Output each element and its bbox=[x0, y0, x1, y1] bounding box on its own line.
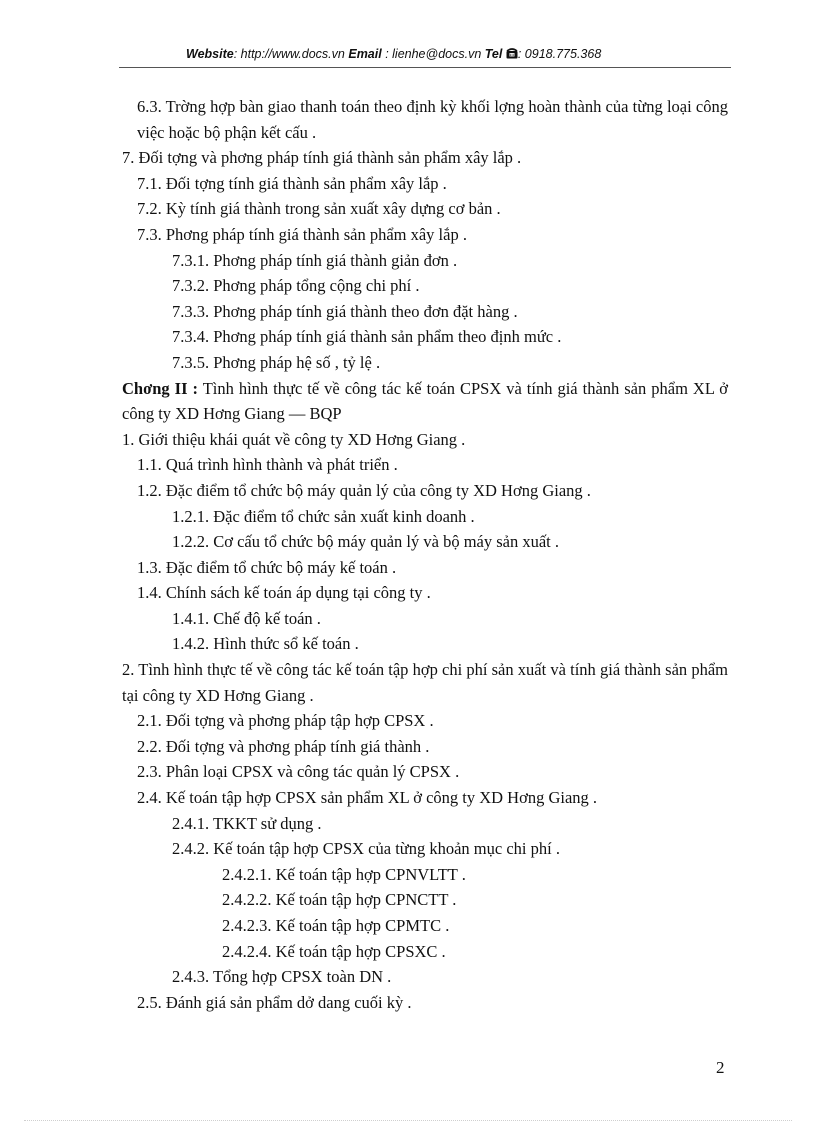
toc-entry-2-4-2-4: 2.4.2.4. Kế toán tập hợp CPSXC . bbox=[222, 941, 446, 961]
toc-entry-1: 1. Giới thiệu khái quát về công ty XD Hơng Giang . bbox=[122, 429, 466, 449]
page-header bbox=[186, 47, 601, 61]
toc-entry-1-2: 1.2. Đặc điểm tổ chức bộ máy quản lý của công ty XD Hơng Giang . bbox=[137, 480, 591, 500]
toc-entry-7-3-3: 7.3.3. Phơng pháp tính giá thành theo đơn đặt hàng . bbox=[172, 301, 518, 321]
toc-entry-1-4-2: 1.4.2. Hình thức sổ kế toán . bbox=[172, 634, 359, 654]
tel-value: : 0918.775.368 bbox=[517, 47, 602, 61]
toc-entry-1-2-1: 1.2.1. Đặc điểm tổ chức sản xuất kinh doanh . bbox=[172, 506, 475, 526]
toc-entry-2-5: 2.5. Đánh giá sản phẩm dở dang cuối kỳ . bbox=[137, 992, 412, 1012]
phone-icon bbox=[506, 48, 518, 59]
website-label: Website bbox=[186, 47, 234, 61]
page-number: 2 bbox=[716, 1058, 725, 1077]
toc-entry-2-4-2-3: 2.4.2.3. Kế toán tập hợp CPMTC . bbox=[222, 916, 450, 935]
toc-entry-1-1: 1.1. Quá trình hình thành và phát triển . bbox=[137, 455, 398, 475]
table-of-contents bbox=[122, 94, 728, 1015]
page-bottom-border bbox=[24, 1120, 792, 1121]
toc-entry-2-3: 2.3. Phân loại CPSX và công tác quản lý CPSX . bbox=[137, 762, 460, 782]
toc-entry-2-1: 2.1. Đối tợng và phơng pháp tập hợp CPSX . bbox=[137, 711, 434, 731]
toc-entry-7-3-2: 7.3.2. Phơng pháp tổng cộng chi phí . bbox=[172, 276, 420, 296]
toc-entry-7-3-4: 7.3.4. Phơng pháp tính giá thành sản phẩm theo định mức . bbox=[172, 327, 562, 347]
toc-entry-2-4-2: 2.4.2. Kế toán tập hợp CPSX của từng khoản mục chi phí . bbox=[172, 839, 560, 859]
toc-entry-1-2-2: 1.2.2. Cơ cấu tổ chức bộ máy quản lý và bộ máy sản xuất . bbox=[172, 532, 560, 552]
toc-entry-2-2: 2.2. Đối tợng và phơng pháp tính giá thành . bbox=[137, 736, 430, 756]
chapter-title: Tình hình thực tế về công tác kế toán CPSX và tính giá thành sản phẩm XL ở công ty XD Hơng Giang — BQP bbox=[122, 378, 728, 424]
toc-entry-7: 7. Đối tợng và phơng pháp tính giá thành sản phẩm xây lắp . bbox=[122, 148, 522, 168]
website-value: : http://www.docs.vn bbox=[233, 47, 345, 61]
header-divider bbox=[119, 67, 731, 68]
toc-entry-2-4: 2.4. Kế toán tập hợp CPSX sản phẩm XL ở công ty XD Hơng Giang . bbox=[137, 788, 598, 808]
toc-entry-6-3: 6.3. Trờng hợp bàn giao thanh toán theo định kỳ khối lợng hoàn thành của từng loại công việc hoặc bộ phận kết cấu . bbox=[137, 97, 728, 142]
toc-entry-2-4-1: 2.4.1. TKKT sử dụng . bbox=[172, 813, 322, 833]
toc-entry-2-4-3: 2.4.3. Tổng hợp CPSX toàn DN . bbox=[172, 967, 392, 987]
toc-entry-2: 2. Tình hình thực tế về công tác kế toán tập hợp chi phí sản xuất và tính giá thành sản phẩm tại công ty XD Hơng Giang . bbox=[122, 660, 728, 705]
toc-entry-7-3-5: 7.3.5. Phơng pháp hệ số , tỷ lệ . bbox=[172, 352, 381, 372]
toc-entry-7-1: 7.1. Đối tợng tính giá thành sản phẩm xây lắp . bbox=[137, 173, 447, 193]
toc-entry-1-3: 1.3. Đặc điểm tổ chức bộ máy kế toán . bbox=[137, 557, 397, 577]
toc-entry-7-3: 7.3. Phơng pháp tính giá thành sản phẩm xây lắp . bbox=[137, 224, 467, 244]
toc-entry-2-4-2-2: 2.4.2.2. Kế toán tập hợp CPNCTT . bbox=[222, 890, 457, 910]
toc-entry-2-4-2-1: 2.4.2.1. Kế toán tập hợp CPNVLTT . bbox=[222, 864, 466, 884]
chapter-heading bbox=[122, 376, 728, 427]
toc-entry-1-4-1: 1.4.1. Chế độ kế toán . bbox=[172, 608, 321, 628]
toc-entry-1-4: 1.4. Chính sách kế toán áp dụng tại công ty . bbox=[137, 583, 431, 603]
toc-entry-7-2: 7.2. Kỳ tính giá thành trong sản xuất xây dựng cơ bản . bbox=[137, 199, 501, 219]
email-label: Email bbox=[348, 47, 382, 61]
chapter-label: Chơng II : bbox=[122, 378, 198, 398]
tel-label: Tel bbox=[484, 47, 503, 61]
email-value: : lienhe@docs.vn bbox=[385, 47, 482, 61]
toc-entry-7-3-1: 7.3.1. Phơng pháp tính giá thành giản đơn . bbox=[172, 250, 458, 270]
